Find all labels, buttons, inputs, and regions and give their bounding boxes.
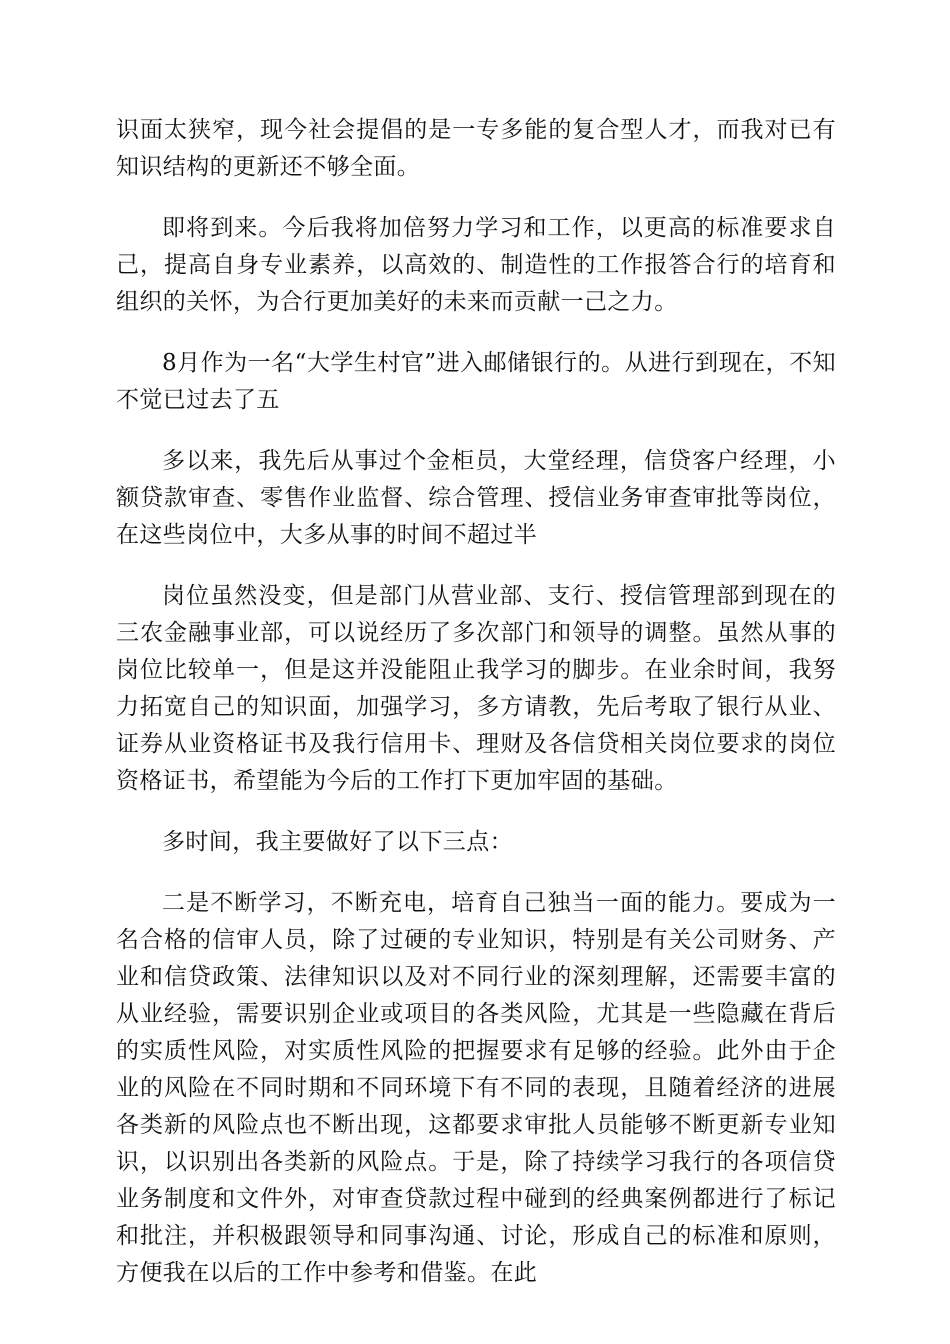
paragraph-1: 识面太狭窄，现今社会提倡的是一专多能的复合型人才，而我对已有知识结构的更新还不够全面。 — [116, 117, 836, 180]
document-body — [116, 112, 836, 1316]
paragraph-2: 即将到来。今后我将加倍努力学习和工作，以更高的标准要求自己，提高自身专业素养，以高效的、制造性的工作报答合行的培育和组织的关怀，为合行更加美好的未来而贡献一己之力。 — [116, 215, 836, 315]
paragraph-3: 8月作为一名“大学生村官”进入邮储银行的。从进行到现在，不知不觉已过去了五 — [116, 350, 836, 413]
paragraph-6: 多时间，我主要做好了以下三点： — [162, 829, 513, 855]
paragraph-5: 岗位虽然没变，但是部门从营业部、支行、授信管理部到现在的三农金融事业部，可以说经历了多次部门和领导的调整。虽然从事的岗位比较单一，但是这并没能阻止我学习的脚步。在业余时间，我努力拓宽自己的知识面，加强学习，多方请教，先后考取了银行从业、证券从业资格证书及我行信用卡、理财及各信贷相关岗位要求的岗位资格证书，希望能为今后的工作打下更加牢固的基础。 — [116, 583, 836, 794]
paragraph-4: 多以来，我先后从事过个金柜员，大堂经理，信贷客户经理，小额贷款审查、零售作业监督、综合管理、授信业务审查审批等岗位，在这些岗位中，大多从事的时间不超过半 — [116, 448, 836, 548]
paragraph-7: 二是不断学习，不断充电，培育自己独当一面的能力。要成为一名合格的信审人员，除了过硬的专业知识，特别是有关公司财务、产业和信贷政策、法律知识以及对不同行业的深刻理解，还需要丰富的从业经验，需要识别企业或项目的各类风险，尤其是一些隐藏在背后的实质性风险，对实质性风险的把握要求有足够的经验。此外由于企业的风险在不同时期和不同环境下有不同的表现，且随着经济的进展各类新的风险点也不断出现，这都要求审批人员能够不断更新专业知识，以识别出各类新的风险点。于是，除了持续学习我行的各项信贷业务制度和文件外，对审查贷款过程中碰到的经典案例都进行了标记和批注，并积极跟领导和同事沟通、讨论，形成自己的标准和原则，方便我在以后的工作中参考和借鉴。在此 — [116, 890, 836, 1286]
